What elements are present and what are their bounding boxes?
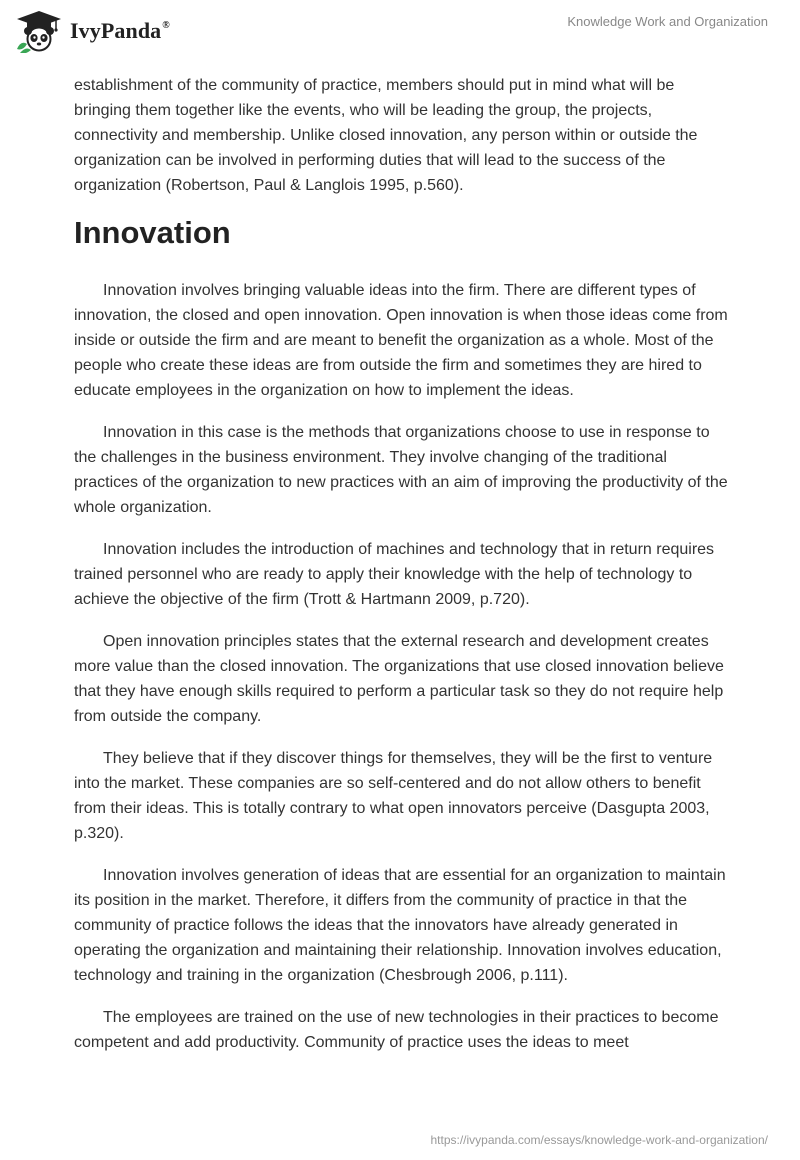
body-paragraph: They believe that if they discover things for themselves, they will be the first to venture into the market. These companies are so self-centered and do not allow others to benefit from their ideas. This is totally contrary to what open innovators perceive (Dasgupta 2003, p.320). (74, 750, 713, 842)
body-paragraph: Open innovation principles states that the external research and development creates more value than the closed innovation. The organizations that use closed innovation believe that they have enough skills required to perform a particular task so they do not require help from outside the company. (74, 633, 724, 725)
ivypanda-logo[interactable] (14, 8, 170, 54)
brand-name-text: IvyPanda (70, 18, 162, 43)
registered-mark: ® (162, 19, 170, 31)
body-paragraph: Innovation in this case is the methods that organizations choose to use in response to the challenges in the business environment. They involve changing of the traditional practices of the organization to new practices with an aim of improving the productivity of the whole organization. (74, 424, 728, 516)
body-paragraph: Innovation involves generation of ideas that are essential for an organization to maintain its position in the market. Therefore, it differs from the community of practice in that the community of practice follows the ideas that the innovators have already generated in operating the organization and maintaining their relationship. Innovation involves education, technology and training in the organization (Chesbrough 2006, p.111). (74, 867, 726, 984)
essay-content (74, 73, 734, 1072)
intro-paragraph: establishment of the community of practice, members should put in mind what will be bringing them together like the events, who will be leading the group, the projects, connectivity and membership. Unlike closed innovation, any person within or outside the organization can be involved in performing duties that will lead to the success of the organization (Robertson, Paul & Langlois 1995, p.560). (74, 77, 698, 194)
panda-graduation-icon (14, 9, 64, 53)
brand-name (70, 18, 170, 44)
body-paragraph: The employees are trained on the use of new technologies in their practices to become competent and add productivity. Community of practice uses the ideas to meet (74, 1009, 719, 1051)
body-paragraph: Innovation includes the introduction of machines and technology that in return requires trained personnel who are ready to apply their knowledge with the help of technology to achieve the objective of the firm (Trott & Hartmann 2009, p.720). (74, 541, 715, 608)
document-title: Knowledge Work and Organization (567, 14, 768, 29)
section-heading: Innovation (74, 215, 231, 250)
body-paragraph: Innovation involves bringing valuable ideas into the firm. There are different types of innovation, the closed and open innovation. Open innovation is when those ideas come from inside or outside the firm and are meant to benefit the organization as a whole. Most of the people who create these ideas are from outside the firm and sometimes they are hired to educate employees in the organization on how to implement the ideas. (74, 282, 728, 399)
source-url[interactable]: https://ivypanda.com/essays/knowledge-work-and-organization/ (430, 1133, 768, 1147)
